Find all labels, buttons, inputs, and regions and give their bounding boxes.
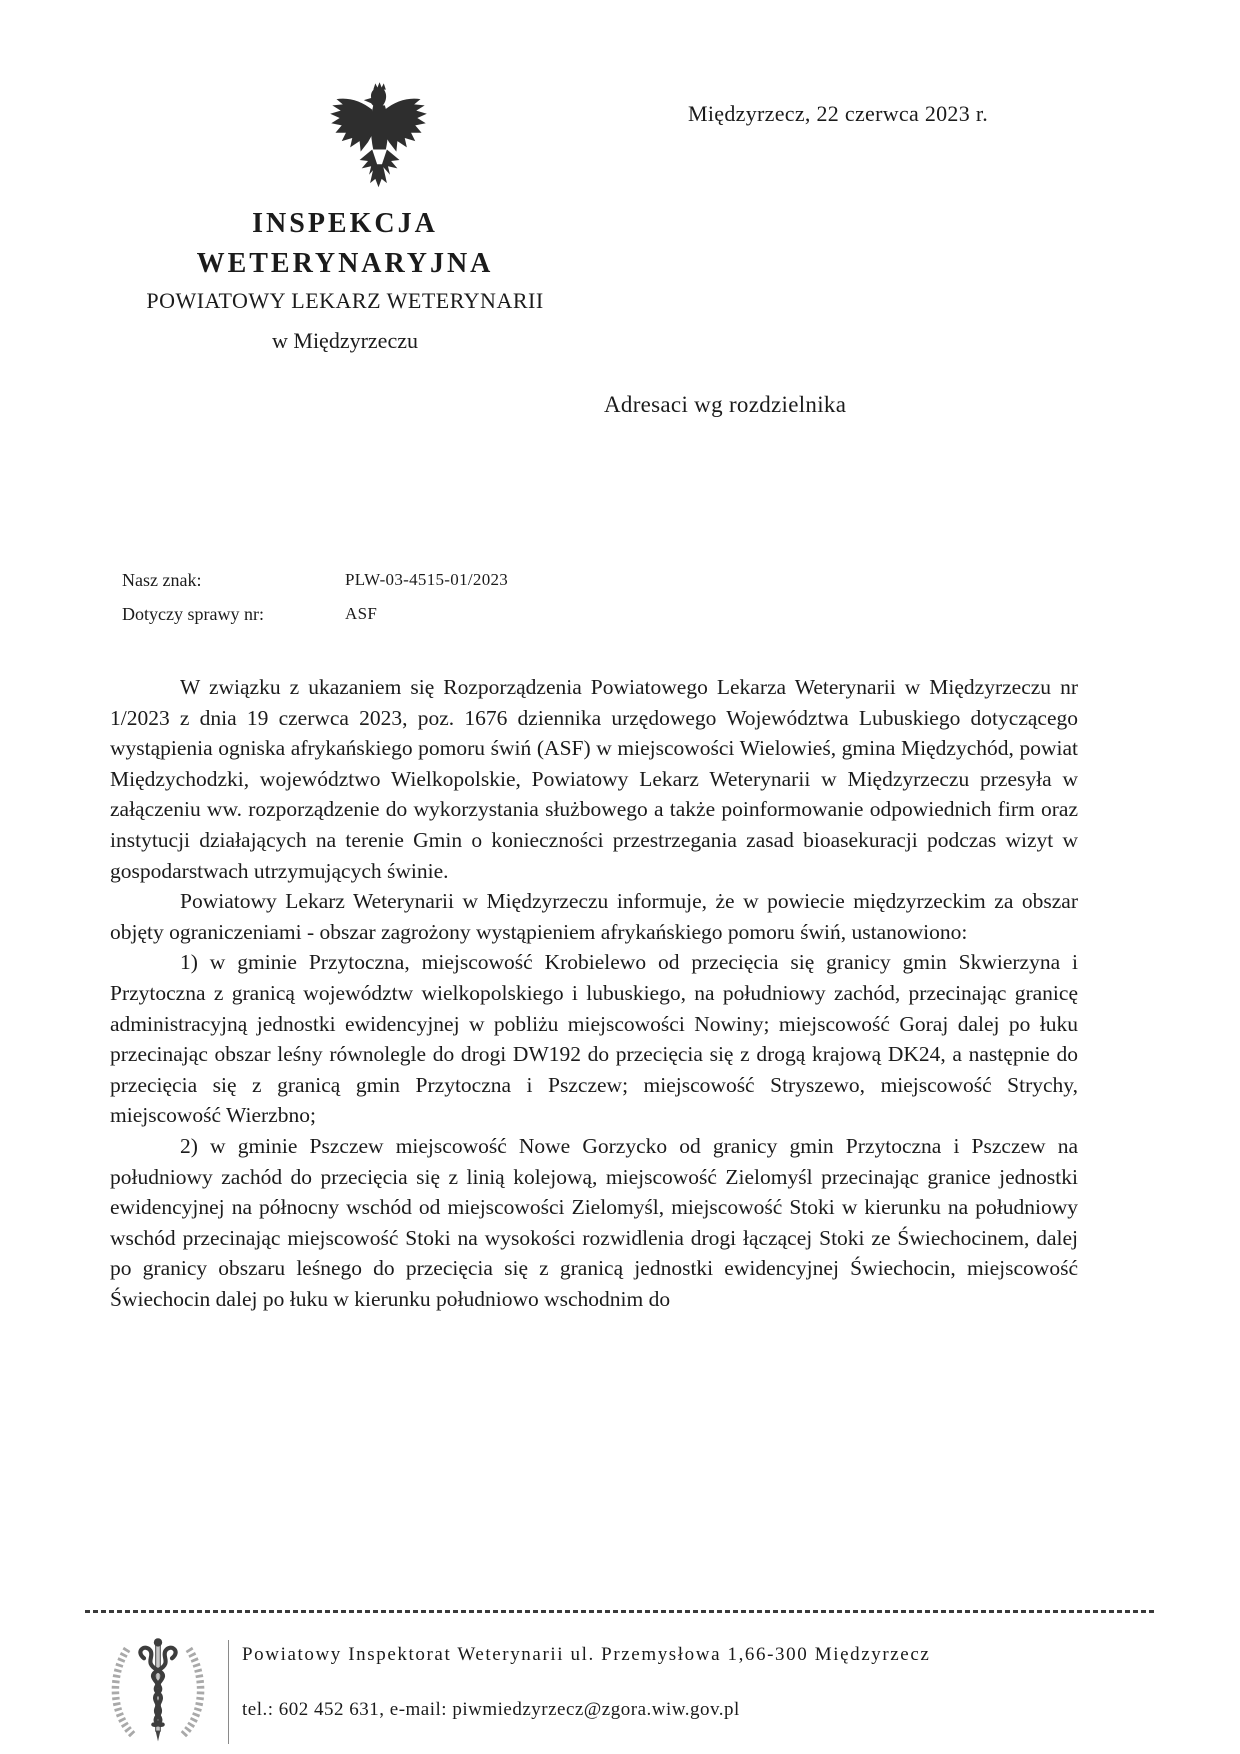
body-list-item: 1) w gminie Przytoczna, miejscowość Krobielewo od przecięcia się granicy gmin Skwierzyna i Przytoczna z granicą województw wielkopolskiego i lubuskiego, na południowy zachód, przecinając granicę administracyjną jednostki ewidencyjnej w pobliżu miejscowości Nowiny; miejscowość Goraj dalej po łuku przecinając obszar leśny równolegle do drogi DW192 do przecięcia się z drogą krajową DK24, a następnie do przecięcia się z granicą gmin Przytoczna i Pszczew; miejscowość Stryszewo, miejscowość Strychy, miejscowość Wierzbno; <box>110 950 1078 1128</box>
body-paragraph: W związku z ukazaniem się Rozporządzenia Powiatowego Lekarza Weterynarii w Międzyrzeczu nr 1/2023 z dnia 19 czerwca 2023, poz. 1676 dziennika urzędowego Województwa Lubuskiego dotyczącego wystąpienia ogniska afrykańskiego pomoru świń (ASF) w miejscowości Wielowieś, gmina Międzychód, powiat Międzychodzki, województwo Wielkopolskie, Powiatowy Lekarz Weterynarii w Międzyrzeczu przesyła w załączeniu ww. rozporządzenie do wykorzystania służbowego a także poinformowanie odpowiednich firm oraz instytucji działających na terenie Gmin o konieczności przestrzegania zasad bioasekuracji podczas wizyt w gospodarstwach utrzymujących świnie. <box>110 675 1078 883</box>
reference-row <box>122 604 508 625</box>
body-paragraph: Powiatowy Lekarz Weterynarii w Międzyrzeczu informuje, że w powiecie międzyrzeckim za obszar objęty ograniczeniami - obszar zagrożony wystąpieniem afrykańskiego pomoru świń, ustanowiono: <box>110 889 1078 944</box>
office-location: w Międzyrzeczu <box>272 328 418 353</box>
date-line: Międzyrzecz, 22 czerwca 2023 r. <box>688 101 989 126</box>
org-name-line2: WETERYNARYJNA <box>196 248 494 279</box>
dotyczy-value: ASF <box>345 604 378 623</box>
polish-eagle-icon <box>326 80 431 203</box>
letter-body <box>110 672 1078 1314</box>
org-name <box>150 204 540 284</box>
dotyczy-label: Dotyczy sprawy nr: <box>122 604 264 624</box>
reference-row <box>122 570 508 591</box>
nasz-znak-label: Nasz znak: <box>122 570 202 590</box>
addressee-line: Adresaci wg rozdzielnika <box>604 392 847 417</box>
office-title: POWIATOWY LEKARZ WETERYNARII <box>146 288 544 313</box>
body-list-item: 2) w gminie Pszczew miejscowość Nowe Gorzycko od granicy gmin Przytoczna i Pszczew na południowy zachód do przecięcia się z linią kolejową, miejscowość Zielomyśl przecinając granice jednostki ewidencyjnej na północny wschód od miejscowości Zielomyśl, miejscowość Stoki w kierunku na południowy wschód przecinając miejscowość Stoki na wysokości rozwidlenia drogi łączącej Stoki ze Świechocinem, dalej po granicy obszaru leśnego do przecięcia się z granicą jednostki ewidencyjnej Świechocin, miejscowość Świechocin dalej po łuku w kierunku południowo wschodnim do <box>110 1133 1078 1311</box>
org-name-line1: INSPEKCJA <box>252 208 438 239</box>
veterinary-caduceus-icon <box>106 1634 210 1751</box>
reference-block <box>122 570 508 638</box>
footer-address: Powiatowy Inspektorat Weterynarii ul. Przemysłowa 1,66-300 Międzyrzecz <box>242 1644 931 1665</box>
footer-divider <box>85 1610 1157 1613</box>
footer-separator <box>228 1640 229 1744</box>
footer-contact: tel.: 602 452 631, e-mail: piwmiedzyrzecz@zgora.wiw.gov.pl <box>242 1699 740 1720</box>
nasz-znak-value: PLW-03-4515-01/2023 <box>345 570 509 589</box>
